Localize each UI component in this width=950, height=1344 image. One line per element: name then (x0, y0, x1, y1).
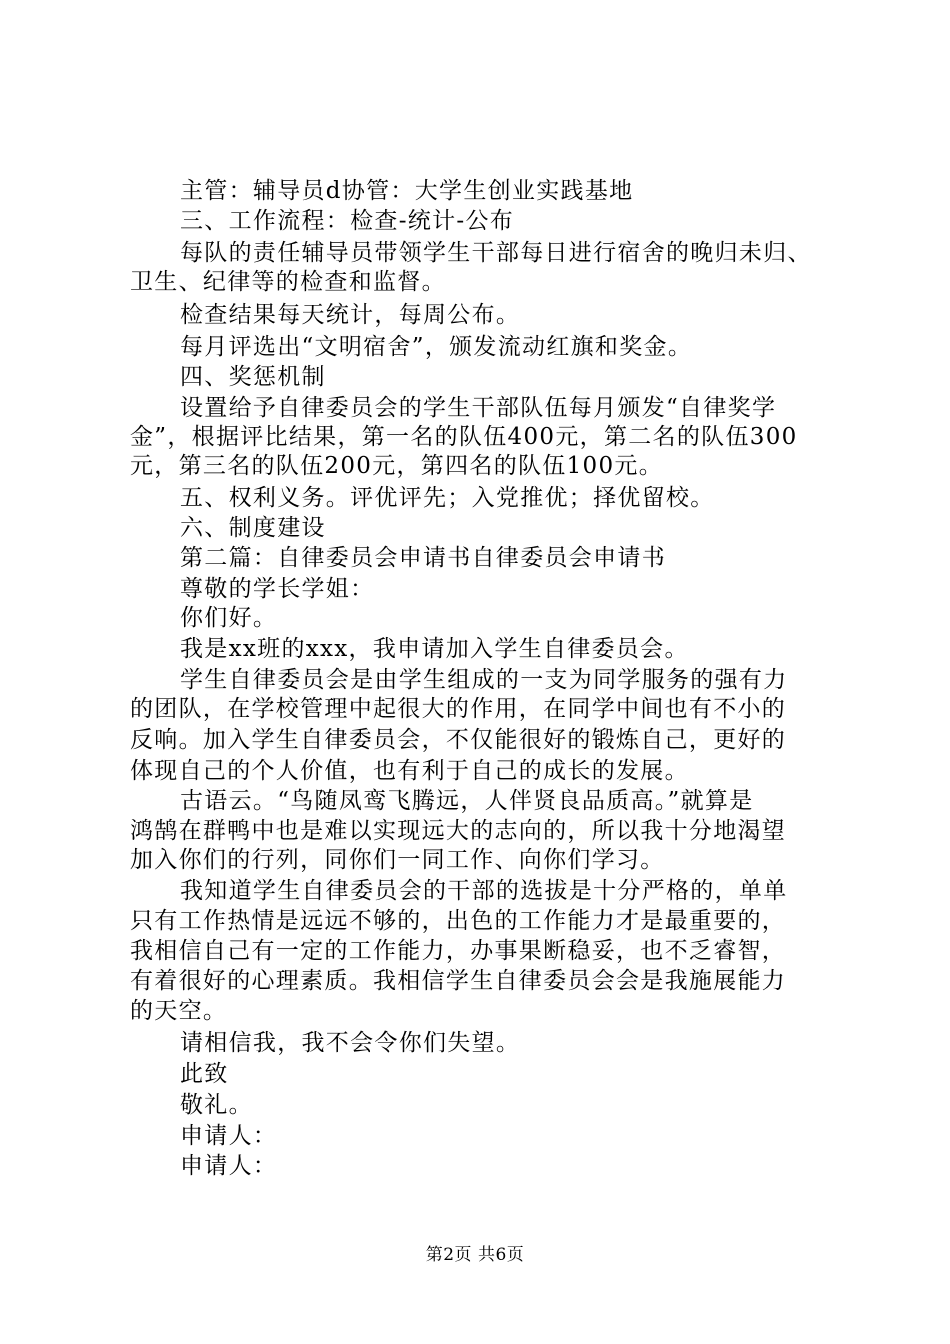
text-line: 加入你们的行列，同你们一同工作、向你们学习。 (130, 847, 665, 873)
salutation: 尊敬的学长学姐： (180, 576, 375, 602)
text-line: 检查结果每天统计，每周公布。 (180, 302, 521, 328)
signature-line: 申请人： (180, 1153, 278, 1179)
text-line: 我知道学生自律委员会的干部的选拔是十分严格的，单单 (180, 878, 788, 904)
text-line: 鸿鹄在群鸭中也是难以实现远大的志向的，所以我十分地渴望 (130, 818, 787, 844)
text-line: 金”，根据评比结果，第一名的队伍400元，第二名的队伍300 (130, 424, 798, 450)
text-line: 每月评选出“文明宿舍”，颁发流动红旗和奖金。 (180, 334, 693, 360)
text-line: 元，第三名的队伍200元，第四名的队伍100元。 (130, 453, 663, 479)
text-line: 的团队，在学校管理中起很大的作用，在同学中间也有不小的 (130, 696, 787, 722)
signature-line: 申请人： (180, 1123, 278, 1149)
article-title: 第二篇：自律委员会申请书自律委员会申请书 (180, 545, 666, 571)
section-heading: 六、制度建设 (180, 515, 326, 541)
text-line: 的天空。 (130, 998, 228, 1024)
text-line: 只有工作热情是远远不够的，出色的工作能力才是最重要的， (130, 908, 787, 934)
text-line: 请相信我，我不会令你们失望。 (180, 1030, 521, 1056)
text-line: 我相信自己有一定的工作能力，办事果断稳妥，也不乏睿智， (130, 938, 787, 964)
section-heading: 五、权利义务。评优评先；入党推优；择优留校。 (180, 485, 715, 511)
section-heading: 四、奖惩机制 (180, 364, 326, 390)
page-footer: 第2页 共6页 (425, 1245, 525, 1265)
section-heading: 三、工作流程：检查-统计-公布 (180, 208, 515, 234)
greeting: 你们好。 (180, 605, 278, 631)
text-line: 有着很好的心理素质。我相信学生自律委员会会是我施展能力 (130, 968, 787, 994)
closing-line: 敬礼。 (180, 1092, 253, 1118)
text-line: 学生自律委员会是由学生组成的一支为同学服务的强有力 (180, 667, 788, 693)
text-line: 体现自己的个人价值，也有利于自己的成长的发展。 (130, 758, 689, 784)
text-line: 古语云。“鸟随凤鸾飞腾远，人伴贤良品质高。”就算是 (180, 788, 754, 814)
text-line: 我是xx班的xxx，我申请加入学生自律委员会。 (180, 636, 689, 662)
closing-line: 此致 (180, 1061, 229, 1087)
text-line: 主管：辅导员d协管：大学生创业实践基地 (180, 178, 634, 204)
text-line: 反响。加入学生自律委员会，不仅能很好的锻炼自己，更好的 (130, 727, 787, 753)
text-line: 设置给予自律委员会的学生干部队伍每月颁发“自律奖学 (180, 395, 777, 421)
text-line: 卫生、纪律等的检查和监督。 (130, 269, 446, 295)
text-line: 每队的责任辅导员带领学生干部每日进行宿舍的晚归未归、 (180, 240, 812, 266)
